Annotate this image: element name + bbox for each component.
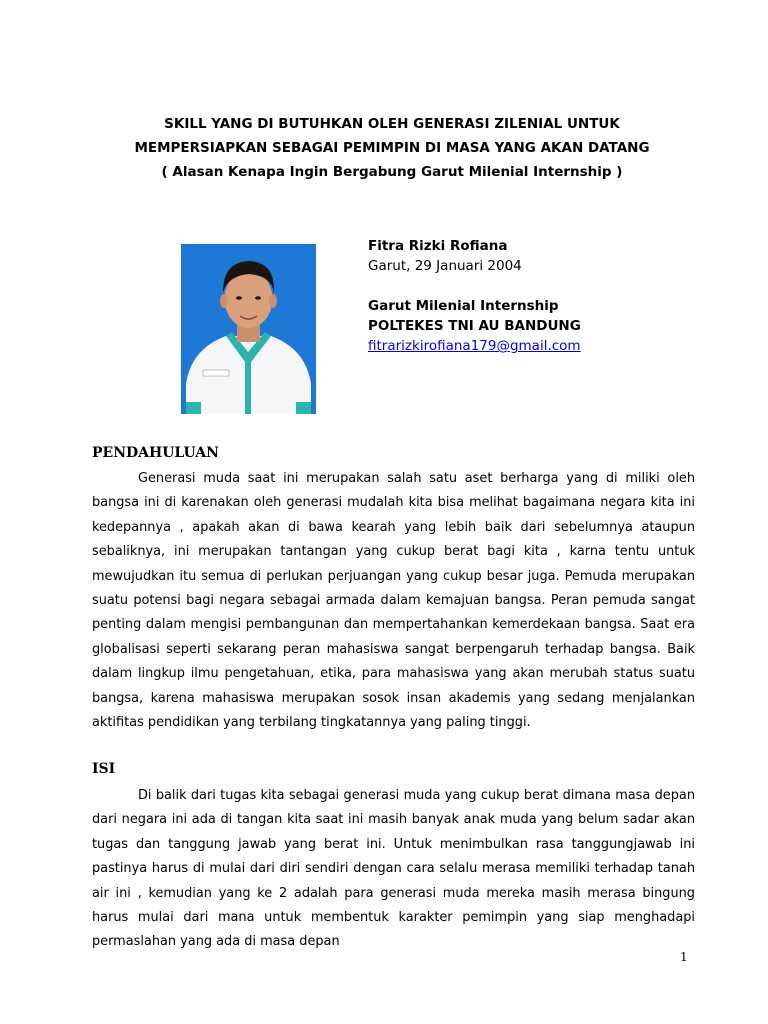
- author-photo: [181, 244, 316, 414]
- spacer: [368, 276, 728, 296]
- page-number: 1: [680, 950, 688, 964]
- title-subtitle: ( Alasan Kenapa Ingin Bergabung Garut Milenial Internship ): [161, 164, 623, 180]
- student-portrait-icon: [181, 244, 316, 414]
- author-name: Fitra Rizki Rofiana: [368, 238, 508, 254]
- section-heading-intro: PENDAHULUAN: [92, 445, 219, 461]
- author-email-link[interactable]: fitrarizkirofiana179@gmail.com: [368, 338, 581, 354]
- intro-paragraph-text: Generasi muda saat ini merupakan salah satu aset berharga yang di miliki oleh bangsa ini di karenakan oleh generasi mudalah kita bisa melihat bagaimana negara kita ini kedepannya , apakah akan di bawa kearah yang lebih baik dari sebelumnya ataupun sebaliknya, ini merupakan tantangan yang cukup berat bagi kita , karna tentu untuk mewujudkan itu semua di perlukan perjuangan yang cukup besar juga. Pemuda merupakan suatu potensi bagi negara sebagai armada dalam kemajuan bangsa. Peran pemuda sangat penting dalam mengisi pembangunan dan mempertahankan kemerdekaan bangsa. Saat era globalisasi seperti sekarang peran mahasiswa sangat berpengaruh terhadap bangsa. Baik dalam lingkup ilmu pengetahuan, etika, para mahasiswa yang akan merubah status suatu bangsa, karena mahasiswa merupakan sosok insan akademis yang sedang menjalankan aktifitas pendidikan yang terbilang tingkatannya yang paling tinggi.: [92, 471, 695, 731]
- body-paragraph: [92, 784, 695, 955]
- title-line-2: MEMPERSIAPKAN SEBAGAI PEMIMPIN DI MASA YANG AKAN DATANG: [134, 140, 650, 156]
- body-paragraph-text: Di balik dari tugas kita sebagai generasi muda yang cukup berat dimana masa depan dari negara ini ada di tangan kita saat ini masih banyak anak muda yang belum sadar akan tugas dan tanggung jawab yang berat ini. Untuk menimbulkan rasa tanggungjawab ini pastinya harus di mulai dari diri sendiri dengan cara selalu merasa memiliki terhadap tanah air ini , kemudian yang ke 2 adalah para generasi muda mereka masih merasa bingung harus mulai dari mana untuk membentuk karakter pemimpin yang siap menghadapi permaslahan yang ada di masa depan: [92, 788, 695, 950]
- author-institution: POLTEKES TNI AU BANDUNG: [368, 318, 581, 334]
- author-birth: Garut, 29 Januari 2004: [368, 258, 522, 274]
- author-info: [368, 236, 728, 356]
- section-heading-body: ISI: [92, 761, 116, 777]
- intro-paragraph: [92, 467, 695, 735]
- title-line-1: SKILL YANG DI BUTUHKAN OLEH GENERASI ZILENIAL UNTUK: [164, 116, 620, 132]
- author-program: Garut Milenial Internship: [368, 298, 559, 314]
- document-title: [80, 112, 704, 184]
